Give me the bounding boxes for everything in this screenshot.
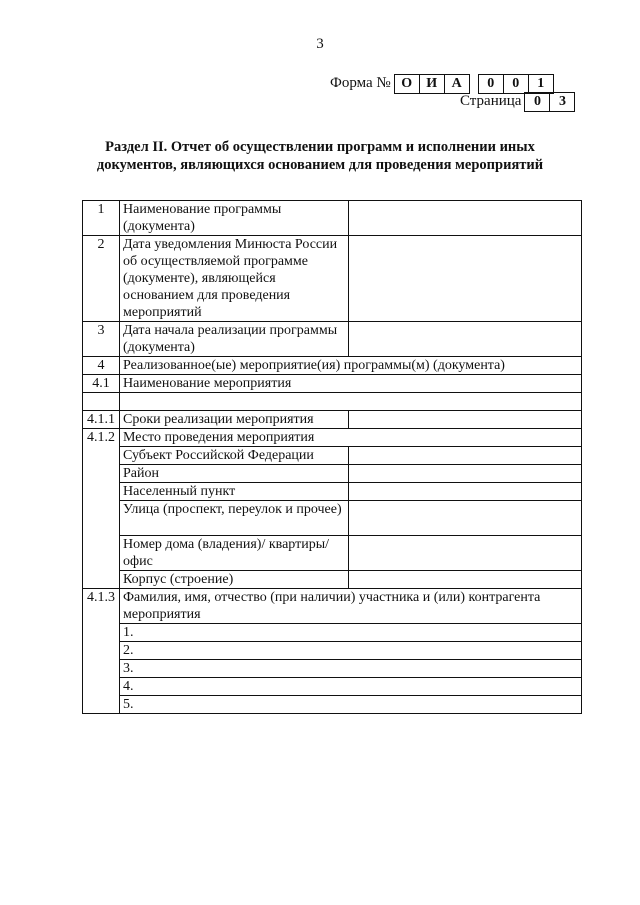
start-date-field[interactable] [349,322,582,357]
row-number: 3 [83,322,120,357]
table-row [83,447,582,465]
event-name-field[interactable] [120,393,582,411]
table-row [83,322,582,357]
report-table [82,200,582,714]
row-label: Район [120,465,349,483]
row-number-empty [83,393,120,411]
table-row [83,501,582,536]
table-row [83,678,582,696]
table-row [83,483,582,501]
form-number-label: Форма № [330,75,391,91]
row-label: Фамилия, имя, отчество (при наличии) участника и (или) контрагента мероприятия [120,589,582,624]
participant-field[interactable]: 1. [120,624,582,642]
section-title-line: документов, являющихся основанием для проведения мероприятий [96,157,544,173]
row-label: Реализованное(ые) мероприятие(ия) программы(м) (документа) [120,357,582,375]
form-code-cell: 1 [528,74,554,94]
row-label: Улица (проспект, переулок и прочее) [120,501,349,536]
table-row [83,201,582,236]
row-number: 4.1.1 [83,411,120,429]
event-period-field[interactable] [349,411,582,429]
section-title-line: Раздел II. Отчет об осуществлении программ и исполнении иных [105,139,535,155]
page-code-cell: 3 [549,92,575,112]
row-label: Дата начала реализации программы (документа) [120,322,349,357]
participant-field[interactable]: 3. [120,660,582,678]
table-row [83,429,582,447]
row-label: Наименование мероприятия [120,375,582,393]
row-label: Наименование программы (документа) [120,201,349,236]
locality-field[interactable] [349,483,582,501]
table-row [83,375,582,393]
section-title [40,138,600,174]
row-number: 1 [83,201,120,236]
page-code-cell: 0 [524,92,550,112]
building-field[interactable] [349,571,582,589]
row-number: 4.1 [83,375,120,393]
page-code-cells [525,92,575,112]
participant-field[interactable]: 4. [120,678,582,696]
table-row [83,696,582,714]
participant-field[interactable]: 5. [120,696,582,714]
participant-field[interactable]: 2. [120,642,582,660]
table-row [83,536,582,571]
row-number: 4.1.2 [83,429,120,589]
row-label: Место проведения мероприятия [120,429,582,447]
row-number: 4 [83,357,120,375]
form-code-cell: 0 [503,74,529,94]
row-label: Корпус (строение) [120,571,349,589]
form-number-header [330,74,554,93]
row-label: Населенный пункт [120,483,349,501]
row-number: 4.1.3 [83,589,120,714]
street-field[interactable] [349,501,582,536]
notification-date-field[interactable] [349,236,582,322]
table-row [83,642,582,660]
table-row [83,357,582,375]
row-label: Дата уведомления Минюста России об осуществляемой программе (документе), являющейся основанием для проведения мероприятий [120,236,349,322]
form-code-cell: О [394,74,420,94]
row-label: Номер дома (владения)/ квартиры/офис [120,536,349,571]
region-field[interactable] [349,447,582,465]
table-row [83,624,582,642]
row-number: 2 [83,236,120,322]
house-field[interactable] [349,536,582,571]
table-row [83,660,582,678]
district-field[interactable] [349,465,582,483]
row-label: Сроки реализации мероприятия [120,411,349,429]
page-number: 3 [316,36,324,52]
form-code-cell: И [419,74,445,94]
table-row [83,571,582,589]
table-row [83,411,582,429]
table-row [83,393,582,411]
table-row [83,236,582,322]
page-code-header [460,92,575,111]
table-row [83,589,582,624]
program-name-field[interactable] [349,201,582,236]
form-code-cells [395,74,554,94]
form-code-cell: 0 [478,74,504,94]
row-label: Субъект Российской Федерации [120,447,349,465]
table-row [83,465,582,483]
form-code-cell: А [444,74,470,94]
page-code-label: Страница [460,93,522,109]
